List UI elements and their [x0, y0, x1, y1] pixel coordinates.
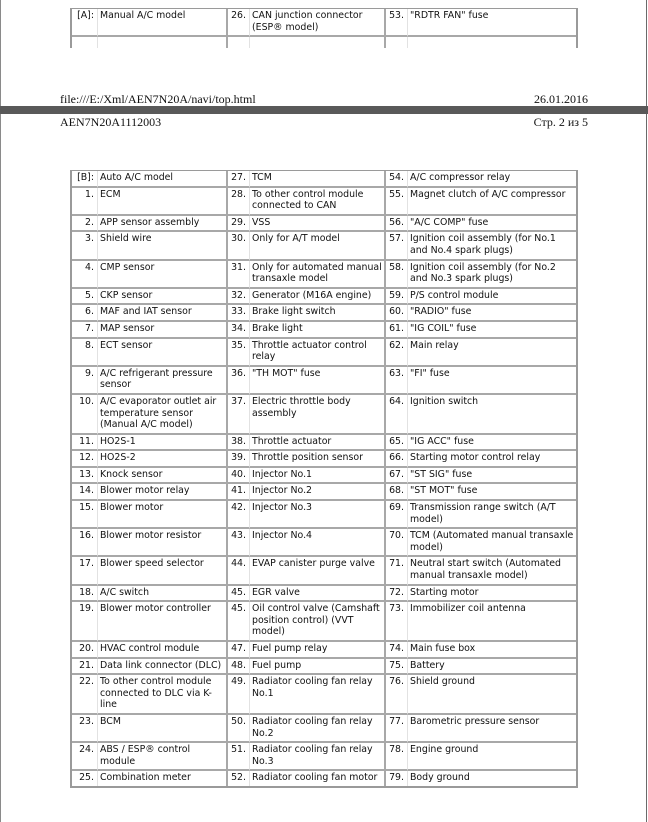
- item-description: Shield ground: [408, 675, 576, 715]
- empty-cell: [408, 37, 576, 48]
- item-description: Radiator cooling fan relay No.2: [250, 715, 386, 743]
- item-description: Fuel pump relay: [250, 642, 386, 659]
- item-number: 70.: [386, 529, 408, 557]
- table-row: [72, 305, 576, 322]
- table-row-empty: [72, 37, 576, 48]
- item-description: "RADIO" fuse: [408, 305, 576, 322]
- item-description: A/C switch: [98, 586, 228, 603]
- item-number: 49.: [228, 675, 250, 715]
- page-header: [60, 115, 588, 129]
- item-description: Blower motor resistor: [98, 529, 228, 557]
- table-row: [72, 468, 576, 485]
- item-description: Body ground: [410, 772, 470, 784]
- item-description: MAP sensor: [98, 322, 228, 339]
- item-description: Barometric pressure sensor: [408, 715, 576, 743]
- item-number: 25.: [72, 771, 98, 786]
- header-doc-id: AEN7N20A1112003: [60, 115, 162, 129]
- item-description: Throttle actuator: [250, 435, 386, 452]
- item-description: Battery: [408, 659, 576, 676]
- item-description: A/C compressor relay: [408, 171, 576, 188]
- item-number: 78.: [386, 743, 408, 771]
- table-row: [72, 501, 576, 529]
- item-description: TCM: [250, 171, 386, 188]
- item-number: 11.: [72, 435, 98, 452]
- item-number: 16.: [72, 529, 98, 557]
- table-row: [72, 435, 576, 452]
- item-description: MAF and IAT sensor: [98, 305, 228, 322]
- item-number: 13.: [72, 468, 98, 485]
- item-description: Starting motor control relay: [408, 451, 576, 468]
- item-description: "A/C COMP" fuse: [408, 216, 576, 233]
- item-number: 74.: [386, 642, 408, 659]
- item-number: 28.: [228, 188, 250, 216]
- item-number: [A]:: [72, 9, 98, 37]
- item-description: VSS: [250, 216, 386, 233]
- item-description: "IG COIL" fuse: [408, 322, 576, 339]
- item-number: 1.: [72, 188, 98, 216]
- footer-file-path: file:///E:/Xml/AEN7N20A/navi/top.html: [60, 92, 256, 106]
- table-row: [72, 339, 576, 367]
- item-description: Ignition coil assembly (for No.1 and No.4 spark plugs): [408, 232, 576, 260]
- item-number: 35.: [228, 339, 250, 367]
- item-number: 54.: [386, 171, 408, 188]
- item-description: Radiator cooling fan motor: [250, 771, 386, 786]
- table-row: [72, 232, 576, 260]
- item-number: 48.: [228, 659, 250, 676]
- item-description: ECT sensor: [98, 339, 228, 367]
- item-description: Generator (M16A engine): [250, 289, 386, 306]
- item-description: "RDTR FAN" fuse: [408, 9, 576, 37]
- item-number: 59.: [386, 289, 408, 306]
- item-number: 23.: [72, 715, 98, 743]
- item-number: 9.: [72, 367, 98, 395]
- item-number: 73.: [386, 602, 408, 642]
- footer-date: 26.01.2016: [534, 92, 588, 106]
- table-row: [72, 261, 576, 289]
- item-description: CKP sensor: [98, 289, 228, 306]
- item-number: 62.: [386, 339, 408, 367]
- item-number: 51.: [228, 743, 250, 771]
- item-number: 5.: [72, 289, 98, 306]
- item-number: 26.: [228, 9, 250, 37]
- item-number: 65.: [386, 435, 408, 452]
- item-description: TCM (Automated manual transaxle model): [408, 529, 576, 557]
- empty-cell: [250, 37, 386, 48]
- item-number: 66.: [386, 451, 408, 468]
- item-description: Injector No.1: [250, 468, 386, 485]
- item-number: [B]:: [72, 171, 98, 188]
- item-number: 15.: [72, 501, 98, 529]
- table-row: [72, 171, 576, 188]
- item-description: "ST MOT" fuse: [408, 484, 576, 501]
- item-description: EGR valve: [250, 586, 386, 603]
- item-description: Ignition coil assembly (for No.2 and No.3 spark plugs): [408, 261, 576, 289]
- item-description: Manual A/C model: [98, 9, 228, 37]
- item-number: 42.: [228, 501, 250, 529]
- item-description: ECM: [98, 188, 228, 216]
- item-number: 38.: [228, 435, 250, 452]
- item-number: 63.: [386, 367, 408, 395]
- item-description: Brake light: [250, 322, 386, 339]
- item-number: 60.: [386, 305, 408, 322]
- table-row: [72, 557, 576, 585]
- item-number: 72.: [386, 586, 408, 603]
- table-row: [72, 484, 576, 501]
- item-number: 76.: [386, 675, 408, 715]
- item-description: Radiator cooling fan relay No.3: [250, 743, 386, 771]
- item-number: 53.: [386, 9, 408, 37]
- item-description: Auto A/C model: [98, 171, 228, 188]
- table-row: [72, 675, 576, 715]
- table-row: [72, 395, 576, 435]
- item-description: Throttle actuator control relay: [250, 339, 386, 367]
- item-description: Shield wire: [98, 232, 228, 260]
- item-number: 43.: [228, 529, 250, 557]
- item-number: 29.: [228, 216, 250, 233]
- item-description: Injector No.3: [250, 501, 386, 529]
- item-description: Throttle position sensor: [250, 451, 386, 468]
- item-number: 79.: [386, 771, 408, 786]
- legend-table-continued: [70, 8, 578, 48]
- empty-cell: [98, 37, 228, 48]
- table-row: [72, 586, 576, 603]
- item-description: Injector No.2: [250, 484, 386, 501]
- item-description: Main relay: [408, 339, 576, 367]
- item-number: 47.: [228, 642, 250, 659]
- item-number: 39.: [228, 451, 250, 468]
- table-row: [72, 771, 576, 786]
- item-description: Blower motor controller: [98, 602, 228, 642]
- item-description: Only for automated manual transaxle model: [250, 261, 386, 289]
- item-description: "ST SIG" fuse: [408, 468, 576, 485]
- item-number: 4.: [72, 261, 98, 289]
- item-description: "IG ACC" fuse: [408, 435, 576, 452]
- item-number: 32.: [228, 289, 250, 306]
- empty-cell: [386, 37, 408, 48]
- item-number: 8.: [72, 339, 98, 367]
- item-number: 71.: [386, 557, 408, 585]
- item-description: "FI" fuse: [408, 367, 576, 395]
- item-number: 24.: [72, 743, 98, 771]
- table-row: [72, 367, 576, 395]
- item-description: Ignition switch: [408, 395, 576, 435]
- item-number: 40.: [228, 468, 250, 485]
- item-description: HO2S-1: [98, 435, 228, 452]
- empty-cell: [72, 37, 98, 48]
- item-description: EVAP canister purge valve: [250, 557, 386, 585]
- item-number: 30.: [228, 232, 250, 260]
- header-page-info: Стр. 2 из 5: [533, 115, 588, 129]
- item-description: Only for A/T model: [250, 232, 386, 260]
- item-number: 21.: [72, 659, 98, 676]
- item-number: 19.: [72, 602, 98, 642]
- legend-table: [70, 170, 578, 788]
- item-description: Combination meter: [98, 771, 228, 786]
- table-row: [72, 188, 576, 216]
- item-description: Data link connector (DLC): [98, 659, 228, 676]
- item-description: Radiator cooling fan relay No.1: [250, 675, 386, 715]
- table-row: [72, 289, 576, 306]
- table-row: [72, 9, 576, 37]
- item-description: Starting motor: [408, 586, 576, 603]
- item-number: 10.: [72, 395, 98, 435]
- item-number: 56.: [386, 216, 408, 233]
- item-description: APP sensor assembly: [98, 216, 228, 233]
- table-row: [72, 743, 576, 771]
- item-description: "TH MOT" fuse: [250, 367, 386, 395]
- item-description: To other control module connected to DLC via K-line: [98, 675, 228, 715]
- item-number: 67.: [386, 468, 408, 485]
- item-number: 69.: [386, 501, 408, 529]
- item-description: Fuel pump: [250, 659, 386, 676]
- table-row: [72, 715, 576, 743]
- item-number: 75.: [386, 659, 408, 676]
- item-description: Engine ground: [408, 743, 576, 771]
- item-description: A/C evaporator outlet air temperature sensor (Manual A/C model): [98, 395, 228, 435]
- page-divider: [0, 106, 648, 114]
- item-number: 45.: [228, 602, 250, 642]
- item-number: 7.: [72, 322, 98, 339]
- item-description: To other control module connected to CAN: [250, 188, 386, 216]
- item-number: 31.: [228, 261, 250, 289]
- table-row: [72, 529, 576, 557]
- item-description: Electric throttle body assembly: [250, 395, 386, 435]
- item-description: HVAC control module: [98, 642, 228, 659]
- item-number: 12.: [72, 451, 98, 468]
- item-number: 36.: [228, 367, 250, 395]
- item-description: BCM: [98, 715, 228, 743]
- item-description: CMP sensor: [98, 261, 228, 289]
- item-number: 61.: [386, 322, 408, 339]
- item-number: 44.: [228, 557, 250, 585]
- item-number: 33.: [228, 305, 250, 322]
- table-row: [72, 322, 576, 339]
- table-row: [72, 451, 576, 468]
- table-b-body: [72, 171, 576, 786]
- item-number: 55.: [386, 188, 408, 216]
- empty-cell: [228, 37, 250, 48]
- item-number: 18.: [72, 586, 98, 603]
- item-description: P/S control module: [408, 289, 576, 306]
- item-description: Knock sensor: [98, 468, 228, 485]
- item-number: 58.: [386, 261, 408, 289]
- item-description: CAN junction connector (ESP® model): [250, 9, 386, 37]
- item-description: Transmission range switch (A/T model): [408, 501, 576, 529]
- item-number: 37.: [228, 395, 250, 435]
- table-row: [72, 659, 576, 676]
- item-number: 41.: [228, 484, 250, 501]
- table-row: [72, 602, 576, 642]
- item-description: HO2S-2: [98, 451, 228, 468]
- item-description: Blower motor relay: [98, 484, 228, 501]
- item-number: 50.: [228, 715, 250, 743]
- item-description: A/C refrigerant pressure sensor: [98, 367, 228, 395]
- item-number: 20.: [72, 642, 98, 659]
- item-number: 45.: [228, 586, 250, 603]
- item-description: Injector No.4: [250, 529, 386, 557]
- item-number: 68.: [386, 484, 408, 501]
- item-number: 22.: [72, 675, 98, 715]
- item-description: Brake light switch: [250, 305, 386, 322]
- item-description: Blower motor: [98, 501, 228, 529]
- item-description: Main fuse box: [408, 642, 576, 659]
- page-footer: [60, 92, 588, 106]
- item-description: Blower speed selector: [98, 557, 228, 585]
- item-number: 64.: [386, 395, 408, 435]
- item-description: Oil control valve (Camshaft position control) (VVT model): [250, 602, 386, 642]
- item-number: 52.: [228, 771, 250, 786]
- item-number: 77.: [386, 715, 408, 743]
- item-number: 17.: [72, 557, 98, 585]
- item-number: 34.: [228, 322, 250, 339]
- table-row: [72, 642, 576, 659]
- item-description: Magnet clutch of A/C compressor: [408, 188, 576, 216]
- item-number: 14.: [72, 484, 98, 501]
- table-row: [72, 216, 576, 233]
- item-number: 2.: [72, 216, 98, 233]
- item-description: ABS / ESP® control module: [98, 743, 228, 771]
- item-number: 6.: [72, 305, 98, 322]
- item-number: 3.: [72, 232, 98, 260]
- item-number: 57.: [386, 232, 408, 260]
- item-number: 27.: [228, 171, 250, 188]
- table-a-body: [72, 9, 576, 48]
- item-description: Neutral start switch (Automated manual transaxle model): [408, 557, 576, 585]
- item-description: Immobilizer coil antenna: [408, 602, 576, 642]
